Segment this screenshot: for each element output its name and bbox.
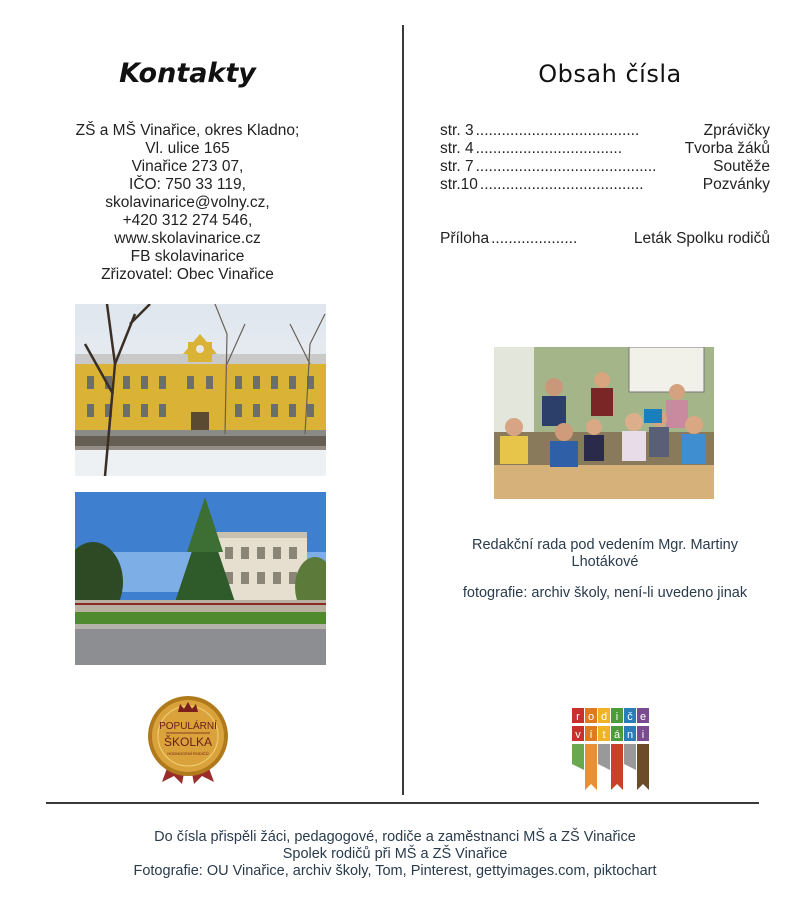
rodice-vitani-logo <box>572 708 652 792</box>
contact-line: IČO: 750 33 119, <box>129 176 246 193</box>
students-group-photo <box>494 347 714 499</box>
logo-ribbon <box>611 744 623 790</box>
toc-label: Zprávičky <box>703 122 770 139</box>
logo-letter: r <box>576 711 580 723</box>
logo-letter: i <box>641 729 645 741</box>
toc-entry <box>440 122 770 140</box>
logo-letter: v <box>575 729 581 741</box>
toc-page: str.10 <box>440 176 478 193</box>
contents-title: Obsah čísla <box>538 60 682 88</box>
toc-attachment-entry <box>440 230 770 248</box>
logo-letter: č <box>627 711 633 723</box>
contact-line: Vinařice 273 07, <box>131 158 244 175</box>
photo-credit-note: fotografie: archiv školy, není-li uvedeno jinak <box>462 585 748 601</box>
logo-letter: i <box>615 711 619 723</box>
footer <box>40 829 750 880</box>
badge-line-1: POPULÁRNÍ <box>159 721 217 732</box>
logo-letter: n <box>626 729 634 741</box>
logo-ribbon <box>598 744 610 770</box>
toc-leader: ...................................... <box>479 176 644 193</box>
toc-label: Soutěže <box>713 158 770 175</box>
toc-label: Leták Spolku rodičů <box>633 230 770 247</box>
table-of-contents <box>440 122 770 248</box>
logo-ribbon <box>637 744 649 790</box>
toc-leader: .................................. <box>475 140 623 157</box>
badge-line-3: HODNOCENÍ RODIČŮ <box>167 751 209 756</box>
contact-info <box>55 122 320 284</box>
toc-page: str. 7 <box>440 158 474 175</box>
logo-ribbon <box>585 744 597 790</box>
toc-page: str. 4 <box>440 140 474 157</box>
editorial-board-note: Redakční rada pod vedením Mgr. Martiny Lhotákové <box>472 537 738 570</box>
toc-entry <box>440 158 770 176</box>
facebook-handle: FB skolavinarice <box>130 248 245 265</box>
contact-line: Vl. ulice 165 <box>145 140 230 157</box>
toc-leader: .......................................... <box>475 158 657 175</box>
toc-label: Tvorba žáků <box>684 140 770 157</box>
contact-line: Zřizovatel: Obec Vinařice <box>101 266 274 283</box>
contacts-title: Kontakty <box>119 58 256 89</box>
popular-kindergarten-badge <box>140 690 236 786</box>
toc-leader: .................... <box>491 230 578 247</box>
logo-letter: á <box>613 729 621 741</box>
horizontal-divider <box>46 802 759 804</box>
school-building-summer-photo <box>75 492 326 665</box>
logo-letter: e <box>639 711 647 723</box>
school-building-winter-photo <box>75 304 326 476</box>
footer-contributors: Do čísla přispěli žáci, pedagogové, rodiče a zaměstnanci MŠ a ZŠ Vinařice <box>154 829 636 845</box>
toc-leader: ...................................... <box>475 122 640 139</box>
logo-letter: o <box>587 711 595 723</box>
email-link[interactable]: skolavinarice@volny.cz, <box>105 194 270 211</box>
vertical-divider <box>402 25 404 795</box>
toc-entry <box>440 140 770 158</box>
phone-number: +420 312 274 546, <box>122 212 253 229</box>
website-link[interactable]: www.skolavinarice.cz <box>114 230 261 247</box>
footer-association: Spolek rodičů při MŠ a ZŠ Vinařice <box>282 846 508 862</box>
toc-page: Příloha <box>440 230 490 247</box>
logo-ribbon <box>572 744 584 770</box>
footer-photo-sources: Fotografie: OU Vinařice, archiv školy, Tom, Pinterest, gettyimages.com, piktochart <box>133 863 657 879</box>
toc-label: Pozvánky <box>702 176 770 193</box>
logo-ribbon <box>624 744 636 770</box>
logo-letter: t <box>602 729 606 741</box>
toc-page: str. 3 <box>440 122 474 139</box>
contact-line: ZŠ a MŠ Vinařice, okres Kladno; <box>75 122 300 139</box>
logo-letter: d <box>600 711 608 723</box>
logo-letter: í <box>589 729 593 741</box>
toc-entry <box>440 176 770 194</box>
badge-line-2: ŠKOLKA <box>163 735 213 749</box>
